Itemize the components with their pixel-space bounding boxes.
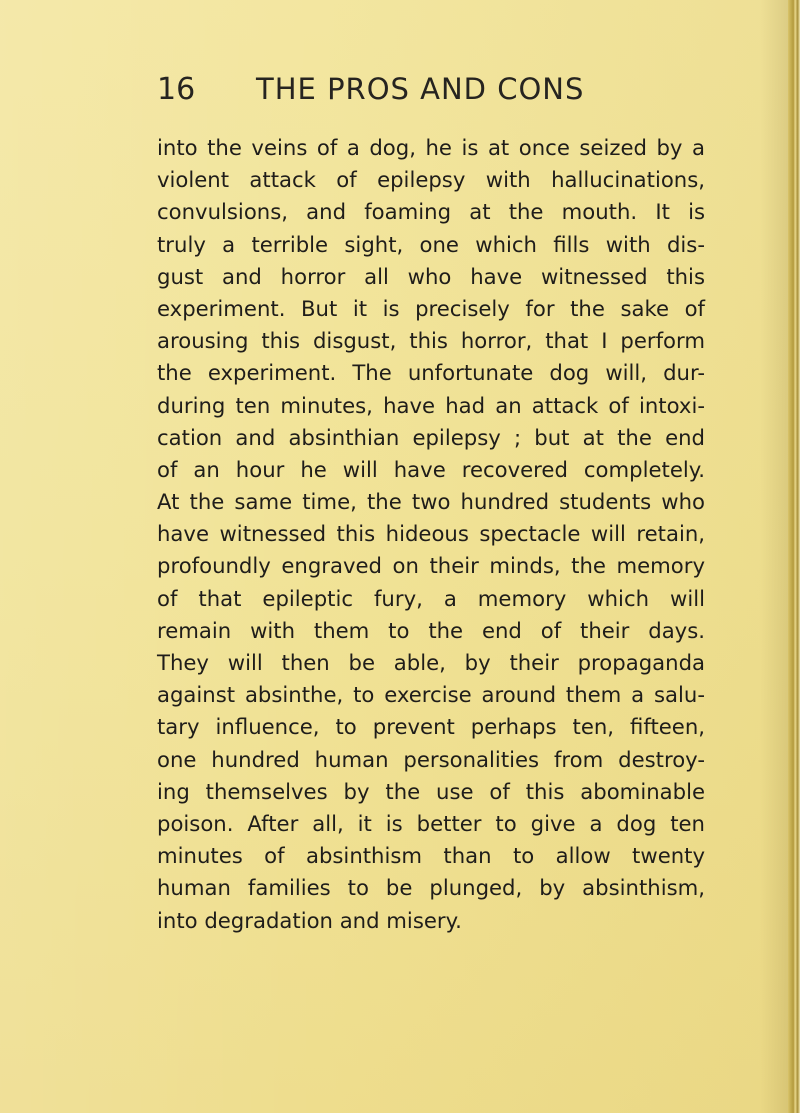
text-line: arousing this disgust, this horror, that I perform [157,328,705,354]
text-line: into degradation and misery. [157,907,462,933]
text-line: truly a terrible sight, one which fills with dis- [157,231,705,257]
page-number: 16 [157,72,196,107]
text-line: tary influence, to prevent perhaps ten, fifteen, [157,714,705,740]
text-line: the experiment. The unfortunate dog will, dur- [157,360,705,386]
text-line: one hundred human personalities from destroy- [157,746,705,772]
text-line: gust and horror all who have witnessed this [157,263,705,289]
text-line: At the same time, the two hundred students who [157,489,705,515]
text-line: minutes of absinthism than to allow twenty [157,843,705,869]
running-head: THE PROS AND CONS [256,72,585,106]
text-line: cation and absinthian epilepsy ; but at the end [157,424,705,450]
page-edge [788,0,800,1113]
text-line: into the veins of a dog, he is at once seized by a [157,135,705,160]
text-line: against absinthe, to exercise around them a salu- [157,682,705,708]
text-line: poison. After all, it is better to give a dog ten [157,810,705,836]
text-line: profoundly engraved on their minds, the memory [157,553,705,579]
body-text [157,132,705,937]
text-line: have witnessed this hideous spectacle will retain, [157,521,705,547]
text-line: experiment. But it is precisely for the sake of [157,295,705,321]
text-line: of that epileptic fury, a memory which will [157,585,705,611]
text-line: violent attack of epilepsy with hallucinations, [157,167,705,193]
text-line: convulsions, and foaming at the mouth. It is [157,199,705,225]
text-line: ing themselves by the use of this abominable [157,778,705,804]
text-line: of an hour he will have recovered completely. [157,456,705,482]
text-line: during ten minutes, have had an attack of intoxi- [157,392,705,418]
page-header [0,72,800,122]
text-line: They will then be able, by their propaganda [157,650,705,675]
text-line: human families to be plunged, by absinthism, [157,875,705,901]
text-line: remain with them to the end of their days. [157,617,705,643]
